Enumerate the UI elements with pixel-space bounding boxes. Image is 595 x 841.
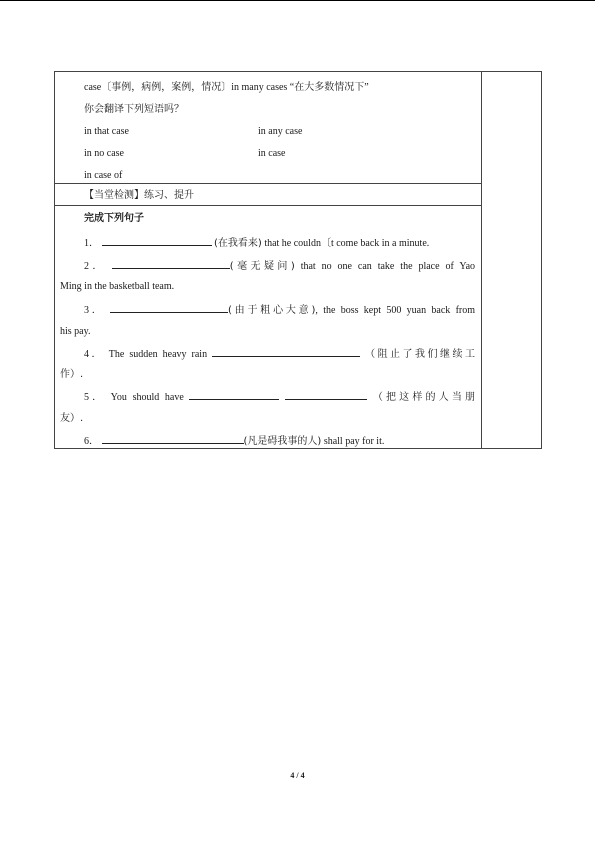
- case-vocab-line: case〔事例，病例，案例，情况〕in many cases “在大多数情况下”: [84, 82, 369, 93]
- table-row-divider: [54, 205, 481, 206]
- answer-blank[interactable]: [212, 347, 360, 357]
- exercise-item-3: [84, 303, 475, 317]
- answer-blank[interactable]: [285, 390, 367, 400]
- page-top-rule: [0, 0, 595, 1]
- exercise-item-2-continued: Ming in the basketball team.: [60, 281, 175, 292]
- item-number: 1．: [84, 238, 99, 249]
- exercise-item-5-continued: 友）.: [60, 413, 84, 424]
- phrase-item: in case: [258, 148, 286, 159]
- item-hint: (在我看来): [214, 238, 262, 249]
- answer-blank[interactable]: [110, 303, 228, 313]
- exercise-item-6: [84, 434, 384, 448]
- item-number: 6．: [84, 436, 99, 447]
- item-number: 3．: [84, 305, 105, 316]
- phrase-item: in that case: [84, 126, 129, 137]
- translate-question: 你会翻译下列短语吗？: [84, 104, 184, 115]
- exercise-item-2: [84, 259, 475, 273]
- exercise-item-3-continued: his pay.: [60, 326, 91, 337]
- item-number: 5．: [84, 392, 106, 403]
- page-number: 4 / 4: [290, 771, 305, 780]
- item-word: should: [132, 392, 160, 403]
- exercise-item-5: [84, 390, 475, 404]
- phrase-item: in no case: [84, 148, 124, 159]
- table-row-divider: [54, 183, 481, 184]
- item-text: that no one can take the place of Yao: [300, 261, 476, 272]
- exercise-item-4: [84, 347, 475, 361]
- phrase-item: in any case: [258, 126, 303, 137]
- item-text: that he couldn〔t come back in a minute.: [261, 238, 430, 249]
- item-hint: （把这样的人当朋: [372, 392, 476, 403]
- answer-blank[interactable]: [102, 236, 212, 246]
- item-hint: (凡是碍我事的人): [243, 436, 322, 447]
- item-number: 2．: [84, 261, 106, 272]
- item-hint: (毫无疑问): [229, 261, 295, 272]
- exercise-title: 完成下列句子: [84, 213, 144, 224]
- item-text: shall pay for it.: [321, 436, 385, 447]
- item-hint: （阻止了我们继续工: [365, 349, 476, 360]
- exercise-item-1: [84, 236, 429, 250]
- answer-blank[interactable]: [112, 259, 230, 269]
- phrase-item: in case of: [84, 170, 123, 181]
- item-text: , the boss kept 500 yuan back from: [315, 305, 476, 316]
- item-word: You: [110, 392, 127, 403]
- answer-blank[interactable]: [189, 390, 279, 400]
- item-number: 4．: [84, 349, 104, 360]
- item-word: have: [164, 392, 184, 403]
- section-header: 【当堂检测】练习、提升: [84, 190, 194, 201]
- item-text: The sudden heavy rain: [108, 349, 208, 360]
- table-right-column-divider: [481, 71, 482, 449]
- exercise-item-4-continued: 作）.: [60, 369, 84, 380]
- answer-blank[interactable]: [102, 434, 244, 444]
- item-hint: (由于粗心大意): [227, 305, 316, 316]
